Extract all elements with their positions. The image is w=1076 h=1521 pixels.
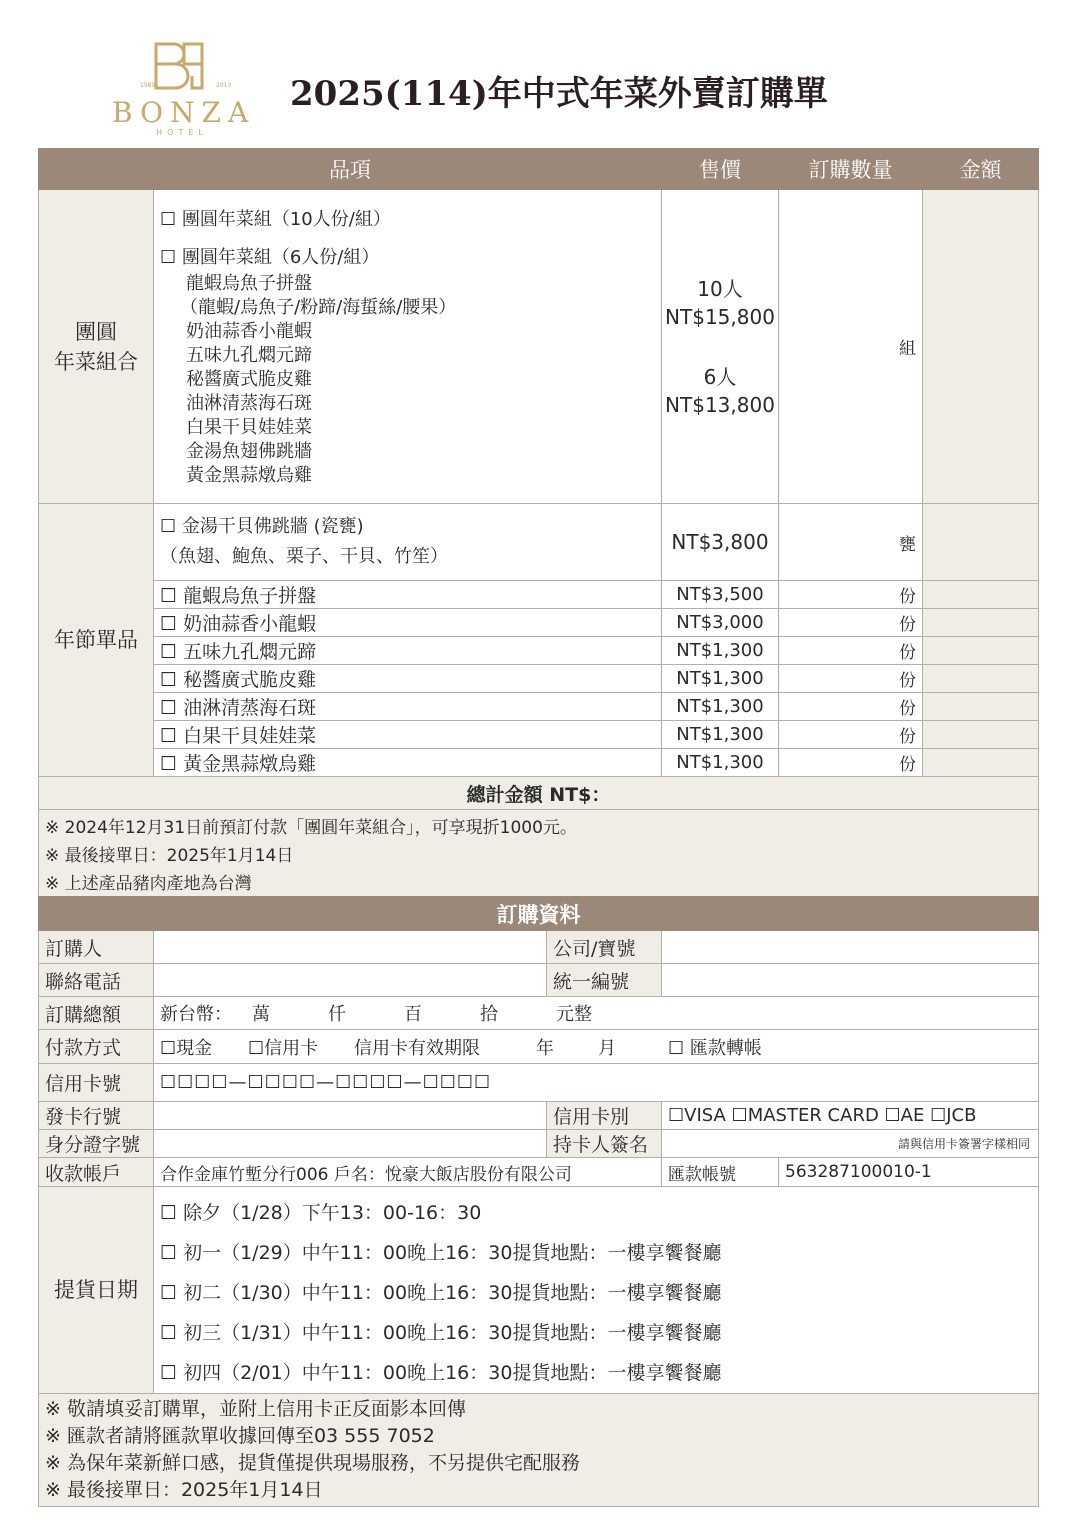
phone-label: 聯絡電話	[39, 964, 154, 997]
single-row	[39, 637, 1039, 665]
notes-row	[39, 810, 1039, 903]
single-price: NT$1,300	[662, 693, 779, 721]
single-row	[39, 581, 1039, 609]
pickup-option-checkbox[interactable]: ☐ 初四（2/01）中午11：00晚上16：30提貨地點：一樓享饗餐廳	[160, 1362, 722, 1384]
footer-note: ※ 匯款者請將匯款單收據回傳至03 555 7052	[45, 1425, 435, 1447]
single-item-checkbox[interactable]: ☐ 黃金黑蒜燉烏雞	[154, 749, 662, 777]
menu-table	[38, 148, 1038, 903]
hotel-logo	[112, 40, 256, 140]
dish-item: 金湯魚翅佛跳牆	[186, 441, 312, 462]
buddha-qty[interactable]: 甕	[779, 504, 923, 581]
single-price: NT$1,300	[662, 665, 779, 693]
logo-year-right: 2013	[216, 82, 232, 89]
payment-options	[154, 1030, 1039, 1064]
footer-notes	[39, 1394, 1039, 1507]
payment-label: 付款方式	[39, 1030, 154, 1064]
order-form	[38, 896, 1038, 1507]
single-item-checkbox[interactable]: ☐ 秘醬廣式脆皮雞	[154, 665, 662, 693]
buyer-input[interactable]	[154, 931, 547, 964]
notes	[39, 810, 1039, 903]
single-item-checkbox[interactable]: ☐ 龍蝦烏魚子拼盤	[154, 581, 662, 609]
single-price: NT$1,300	[662, 721, 779, 749]
bank-info: 合作金庫竹塹分行006 戶名：悅豪大飯店股份有限公司	[154, 1158, 662, 1187]
single-price: NT$1,300	[662, 749, 779, 777]
expiry-year[interactable]: 年	[536, 1037, 554, 1059]
issuer-label: 發卡行號	[39, 1102, 154, 1130]
card-no-label: 信用卡號	[39, 1064, 154, 1102]
option-6-checkbox[interactable]: ☐ 團圓年菜組（6人份/組）	[160, 247, 380, 268]
note-line: ※ 上述產品豬肉產地為台灣	[45, 874, 252, 894]
dish-item: 黃金黑蒜燉烏雞	[186, 465, 312, 486]
single-qty[interactable]: 份	[779, 609, 923, 637]
signature-label: 持卡人簽名	[547, 1130, 662, 1158]
table-header	[39, 149, 1039, 190]
buddha-desc: （魚翅、鮑魚、栗子、干貝、竹笙）	[160, 546, 448, 567]
total-amount-label: 訂購總額	[39, 997, 154, 1030]
pickup-option-checkbox[interactable]: ☐ 初三（1/31）中午11：00晚上16：30提貨地點：一樓享饗餐廳	[160, 1322, 722, 1344]
group-set-amount[interactable]	[923, 190, 1039, 504]
pickup-option-checkbox[interactable]: ☐ 初二（1/30）中午11：00晚上16：30提貨地點：一樓享饗餐廳	[160, 1282, 722, 1304]
buddha-amount[interactable]	[923, 504, 1039, 581]
pickup-options	[154, 1187, 1039, 1394]
single-qty[interactable]: 份	[779, 721, 923, 749]
group-set-qty[interactable]: 組	[779, 190, 923, 504]
single-qty[interactable]: 份	[779, 581, 923, 609]
single-item-checkbox[interactable]: ☐ 油淋清蒸海石斑	[154, 693, 662, 721]
option-10-checkbox[interactable]: ☐ 團圓年菜組（10人份/組）	[160, 209, 391, 230]
single-price: NT$3,000	[662, 609, 779, 637]
total-row	[39, 777, 1039, 810]
single-row	[39, 609, 1039, 637]
logo-monogram-icon	[150, 40, 210, 95]
single-item-checkbox[interactable]: ☐ 奶油蒜香小龍蝦	[154, 609, 662, 637]
buyer-label: 訂購人	[39, 931, 154, 964]
card-type-label: 信用卡別	[547, 1102, 662, 1130]
logo-year-left: 1989	[140, 82, 156, 89]
page-title: 2025(114)年中式年菜外賣訂購單	[290, 74, 828, 114]
single-price: NT$3,500	[662, 581, 779, 609]
dish-item: 五味九孔燜元蹄	[186, 345, 312, 366]
id-no-label: 身分證字號	[39, 1130, 154, 1158]
footer-note: ※ 敬請填妥訂購單，並附上信用卡正反面影本回傳	[45, 1398, 466, 1420]
taxid-label: 統一編號	[547, 964, 662, 997]
dish-item: 奶油蒜香小龍蝦	[186, 321, 312, 342]
single-amount[interactable]	[923, 665, 1039, 693]
header-item: 品項	[39, 149, 662, 190]
group-set-price: 10人 NT$15,800 6人 NT$13,800	[662, 190, 779, 504]
buddha-item	[154, 504, 662, 581]
dish-item: 秘醬廣式脆皮雞	[186, 369, 312, 390]
single-amount[interactable]	[923, 749, 1039, 777]
single-price: NT$1,300	[662, 637, 779, 665]
single-amount[interactable]	[923, 721, 1039, 749]
card-expiry-label: 信用卡有效期限	[354, 1037, 480, 1059]
single-qty[interactable]: 份	[779, 749, 923, 777]
singles-category: 年節單品	[39, 504, 154, 777]
single-item-checkbox[interactable]: ☐ 白果干貝娃娃菜	[154, 721, 662, 749]
company-input[interactable]	[662, 931, 1039, 964]
card-type-options[interactable]: ☐VISA ☐MASTER CARD ☐AE ☐JCB	[662, 1102, 1039, 1130]
dish-item: 白果干貝娃娃菜	[186, 417, 312, 438]
footer-note: ※ 最後接單日：2025年1月14日	[45, 1479, 323, 1501]
total-amount-input[interactable]: 新台幣： 萬 仟 百 拾 元整	[154, 997, 1039, 1030]
header-amount: 金額	[923, 149, 1039, 190]
expiry-month[interactable]: 月	[598, 1037, 616, 1059]
group-set-category: 團圓 年菜組合	[39, 190, 154, 504]
buddha-checkbox[interactable]: ☐ 金湯干貝佛跳牆 (瓷甕)	[160, 516, 364, 537]
buddha-row	[39, 504, 1039, 581]
header-price: 售價	[662, 149, 779, 190]
header-qty: 訂購數量	[779, 149, 923, 190]
pickup-option-checkbox[interactable]: ☐ 初一（1/29）中午11：00晚上16：30提貨地點：一樓享饗餐廳	[160, 1242, 722, 1264]
pickup-label: 提貨日期	[39, 1187, 154, 1394]
dish-item: （龍蝦/烏魚子/粉蹄/海蜇絲/腰果）	[180, 297, 457, 318]
form-section-title: 訂購資料	[39, 897, 1039, 931]
logo-brand: BONZA	[112, 96, 256, 129]
footer-note: ※ 為保年菜新鮮口感，提貨僅提供現場服務，不另提供宅配服務	[45, 1452, 580, 1474]
single-row	[39, 749, 1039, 777]
pay-transfer-checkbox[interactable]: ☐ 匯款轉帳	[668, 1037, 762, 1059]
group-set-items	[154, 190, 662, 504]
account-no: 563287100010-1	[779, 1158, 1039, 1187]
pickup-option-checkbox[interactable]: ☐ 除夕（1/28）下午13：00-16：30	[160, 1202, 482, 1224]
single-amount[interactable]	[923, 693, 1039, 721]
group-set-row	[39, 190, 1039, 504]
single-row	[39, 721, 1039, 749]
company-label: 公司/寶號	[547, 931, 662, 964]
single-qty[interactable]: 份	[779, 693, 923, 721]
single-item-checkbox[interactable]: ☐ 五味九孔燜元蹄	[154, 637, 662, 665]
taxid-input[interactable]	[662, 964, 1039, 997]
issuer-input[interactable]	[154, 1102, 547, 1130]
single-row	[39, 665, 1039, 693]
id-no-input[interactable]	[154, 1130, 547, 1158]
phone-input[interactable]	[154, 964, 547, 997]
single-amount[interactable]	[923, 637, 1039, 665]
pay-cash-checkbox[interactable]: ☐現金	[160, 1037, 213, 1059]
card-no-input[interactable]: ☐☐☐☐—☐☐☐☐—☐☐☐☐—☐☐☐☐	[154, 1064, 1039, 1102]
single-amount[interactable]	[923, 581, 1039, 609]
single-row	[39, 693, 1039, 721]
pay-card-checkbox[interactable]: ☐信用卡	[248, 1037, 319, 1059]
signature-input[interactable]: 請與信用卡簽署字樣相同	[662, 1130, 1039, 1158]
total-label[interactable]: 總計金額 NT$：	[39, 777, 1039, 810]
account-label: 收款帳戶	[39, 1158, 154, 1187]
dish-item: 油淋清蒸海石斑	[186, 393, 312, 414]
single-qty[interactable]: 份	[779, 665, 923, 693]
single-qty[interactable]: 份	[779, 637, 923, 665]
note-line: ※ 最後接單日：2025年1月14日	[45, 846, 294, 866]
note-line: ※ 2024年12月31日前預訂付款「團圓年菜組合」，可享現折1000元。	[45, 818, 577, 838]
buddha-price: NT$3,800	[662, 504, 779, 581]
dish-item: 龍蝦烏魚子拼盤	[186, 273, 312, 294]
account-no-label: 匯款帳號	[662, 1158, 779, 1187]
single-amount[interactable]	[923, 609, 1039, 637]
logo-sub: HOTEL	[156, 128, 208, 137]
